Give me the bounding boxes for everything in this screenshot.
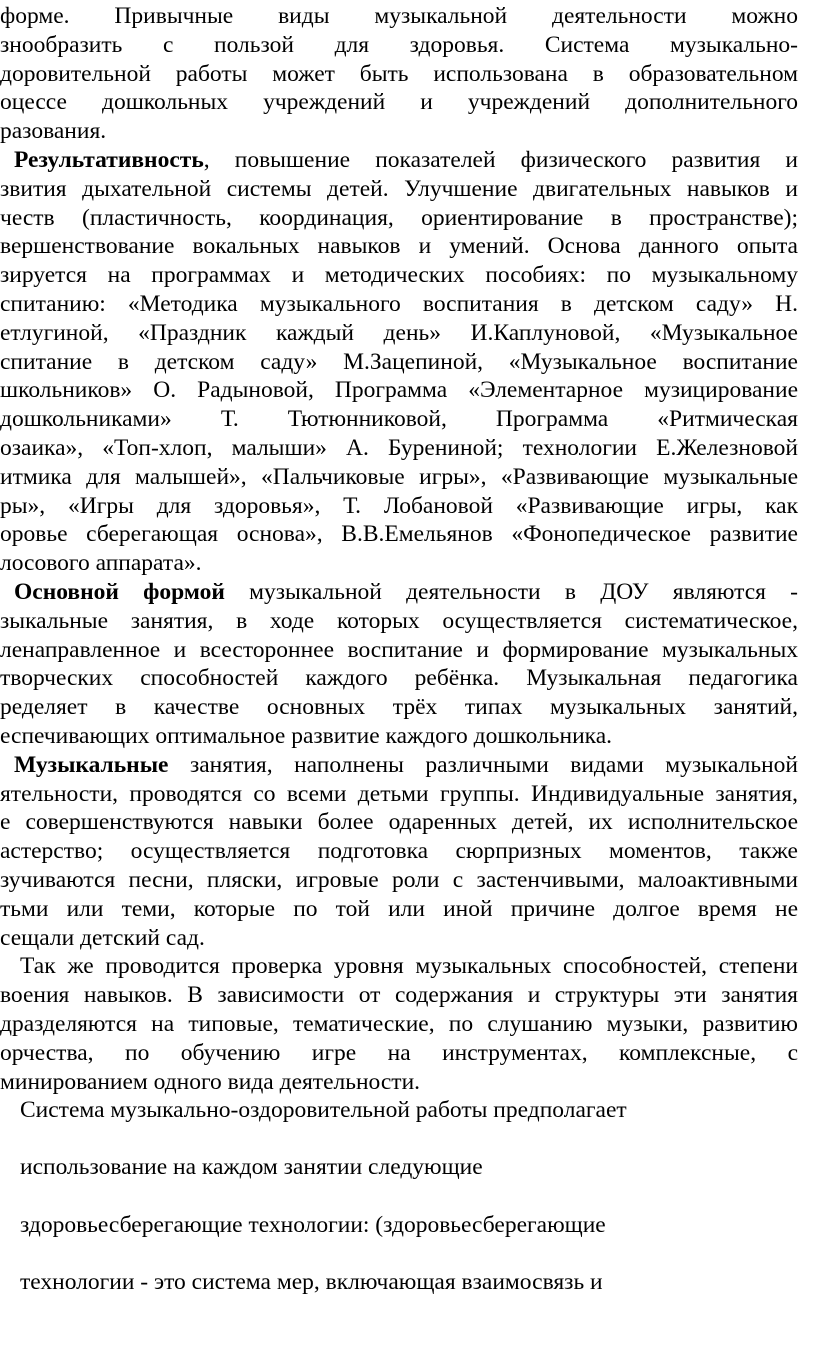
text-line (0, 837, 798, 865)
text-line (0, 204, 798, 232)
text-run: доровительной работы может быть использована в образовательном (0, 61, 798, 87)
text-line (0, 1068, 420, 1096)
text-line (0, 664, 798, 692)
text-line (0, 1268, 603, 1296)
bold-text-run: Результативность (14, 147, 204, 173)
text-line (0, 319, 798, 347)
text-run: разования. (0, 118, 107, 144)
text-run: зируется на программах и методических пособиях: по музыкальному (0, 262, 798, 288)
text-run: озаика», «Топ-хлоп, малыши» А. Бурениной; технологии Е.Железновой (0, 435, 798, 461)
text-run: оцессе дошкольных учреждений и учреждений дополнительного (0, 89, 798, 115)
text-run: итмика для малышей», «Пальчиковые игры», «Развивающие музыкальные (0, 464, 798, 490)
text-line (0, 520, 798, 548)
bold-text-run: Музыкальные (14, 752, 169, 778)
text-line (0, 434, 798, 462)
text-line (0, 376, 798, 404)
text-run: здоровьесберегающие технологии: (здоровьесберегающие (20, 1212, 606, 1238)
text-run: воения навыков. В зависимости от содержания и структуры эти занятия (0, 982, 798, 1008)
text-line (0, 808, 798, 836)
text-run: вершенствование вокальных навыков и умений. Основа данного опыта (0, 233, 798, 259)
text-run: использование на каждом занятии следующие (20, 1154, 483, 1180)
text-run: форме. Привычные виды музыкальной деятельности можно (0, 3, 798, 29)
text-run: , повышение показателей физического развития и (203, 147, 798, 173)
text-line (0, 1211, 606, 1239)
text-line (0, 146, 798, 174)
text-run: орчества, по обучению игре на инструментах, комплексные, с (0, 1040, 798, 1066)
text-line (0, 175, 798, 203)
text-run: астерство; осуществляется подготовка сюрпризных моментов, также (0, 838, 798, 864)
text-line (0, 952, 798, 980)
text-line (0, 261, 798, 289)
text-line (0, 88, 798, 116)
text-run: етлугиной, «Праздник каждый день» И.Каплуновой, «Музыкальное (0, 320, 798, 346)
text-run: е совершенствуются навыки более одаренных детей, их исполнительское (0, 809, 798, 835)
text-run: тьми или теми, которые по той или иной причине долгое время не (0, 896, 798, 922)
text-line (0, 60, 798, 88)
text-line (0, 578, 798, 606)
text-line (0, 895, 798, 923)
text-line (0, 2, 798, 30)
text-run: технологии - это система мер, включающая взаимосвязь и (20, 1269, 603, 1295)
text-run: ры», «Игры для здоровья», Т. Лобановой «Развивающие игры, как (0, 493, 798, 519)
bold-text-run: Основной формой (14, 579, 225, 605)
text-line (0, 405, 798, 433)
text-line (0, 1153, 483, 1181)
text-run: честв (пластичность, координация, ориентирование в пространстве); (0, 205, 798, 231)
text-run: минированием одного вида деятельности. (0, 1069, 421, 1095)
text-run: музыкальной деятельности в ДОУ являются - (224, 579, 798, 605)
text-run: оровье сберегающая основа», В.В.Емельянов «Фонопедическое развитие (0, 521, 798, 547)
text-line (0, 1096, 627, 1124)
text-run: ятельности, проводятся со всеми детьми группы. Индивидуальные занятия, (0, 781, 798, 807)
text-run: еспечивающих оптимальное развитие каждого дошкольника. (0, 723, 613, 749)
text-line (0, 492, 798, 520)
text-line (0, 636, 798, 664)
text-run: знообразить с пользой для здоровья. Система музыкально- (0, 32, 798, 58)
text-run: школьников» О. Радыновой, Программа «Элементарное музицирование (0, 377, 798, 403)
text-run: творческих способностей каждого ребёнка. Музыкальная педагогика (0, 665, 798, 691)
text-run: спитание в детском саду» М.Зацепиной, «Музыкальное воспитание (0, 349, 798, 375)
text-run: Система музыкально-оздоровительной работы предполагает (20, 1097, 627, 1123)
text-run: занятия, наполнены различными видами музыкальной (168, 752, 798, 778)
text-run: Так же проводится проверка уровня музыкальных способностей, степени (20, 953, 798, 979)
text-run: зыкальные занятия, в ходе которых осуществляется систематическое, (0, 608, 798, 634)
text-line (0, 693, 798, 721)
text-line (0, 1010, 798, 1038)
text-run: дразделяются на типовые, тематические, по слушанию музыки, развитию (0, 1011, 798, 1037)
text-line (0, 981, 798, 1009)
text-line (0, 607, 798, 635)
text-run: звития дыхательной системы детей. Улучшение двигательных навыков и (0, 176, 798, 202)
text-line (0, 866, 798, 894)
text-line (0, 117, 106, 145)
text-line (0, 722, 612, 750)
text-run: зучиваются песни, пляски, игровые роли с застенчивыми, малоактивными (0, 867, 798, 893)
text-run: лосового аппарата». (0, 550, 202, 576)
text-run: спитанию: «Методика музыкального воспитания в детском саду» Н. (0, 291, 798, 317)
text-line (0, 348, 798, 376)
text-line (0, 463, 798, 491)
text-line (0, 1039, 798, 1067)
text-run: дошкольниками» Т. Тютюнниковой, Программа «Ритмическая (0, 406, 798, 432)
text-run: сещали детский сад. (0, 925, 205, 951)
text-line (0, 924, 205, 952)
text-line (0, 232, 798, 260)
text-run: ленаправленное и всестороннее воспитание и формирование музыкальных (0, 637, 798, 663)
text-line (0, 549, 202, 577)
text-line (0, 31, 798, 59)
text-line (0, 290, 798, 318)
text-run: ределяет в качестве основных трёх типах музыкальных занятий, (0, 694, 798, 720)
text-line (0, 780, 798, 808)
text-line (0, 751, 798, 779)
